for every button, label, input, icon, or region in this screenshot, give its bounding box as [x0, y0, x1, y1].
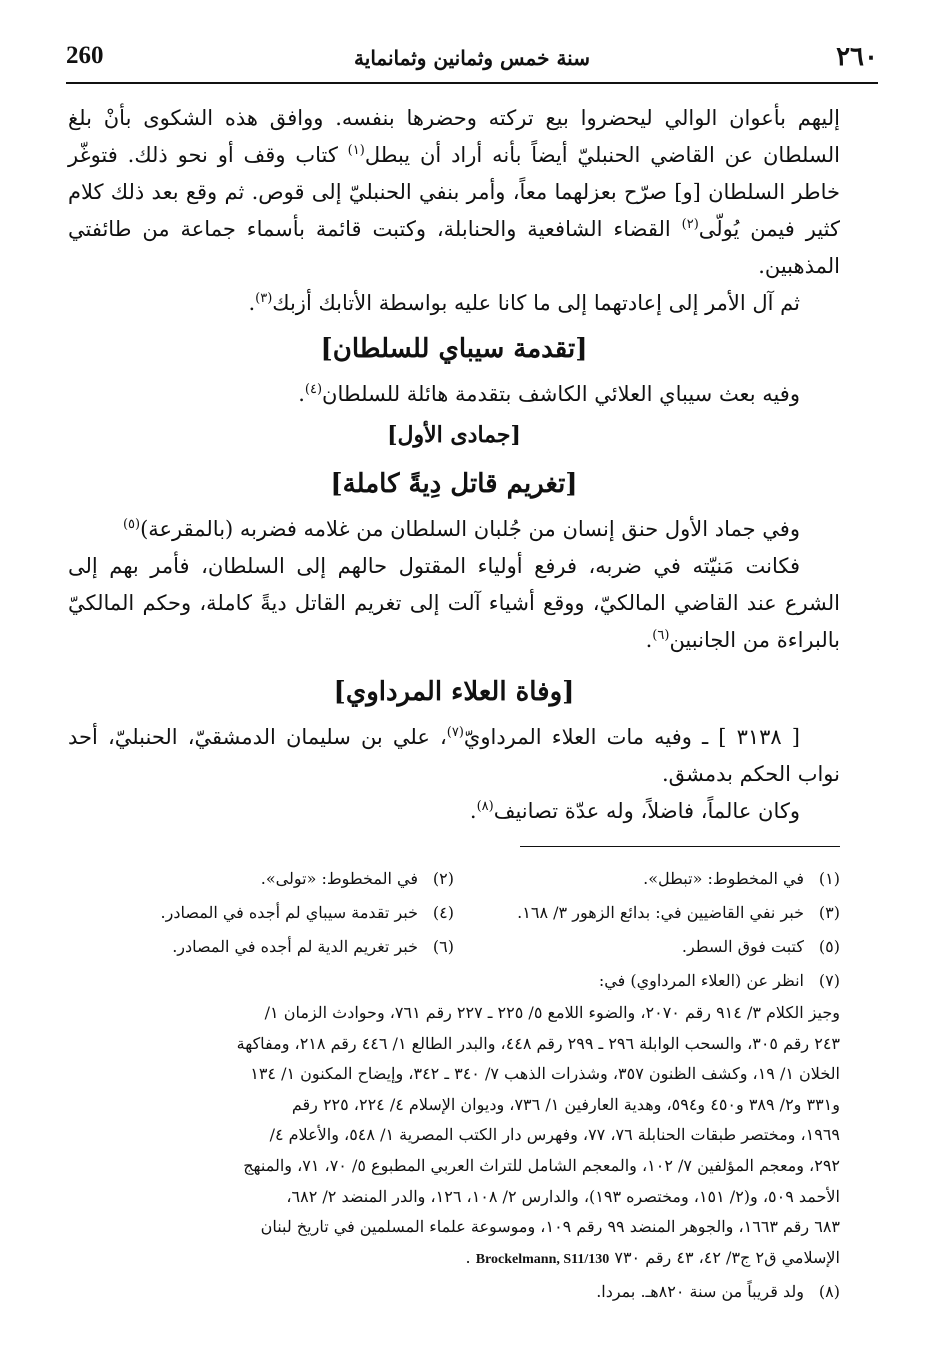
p1-text-c: القضاء الشافعية والحنابلة، وكتبت قائمة بأسماء جماعة من طائفتي المذهبين. — [68, 217, 840, 278]
source-line-last-arabic: الإسلامي ق٢ ج٣/ ٤٢، ٤٣ رقم ٧٣٠ — [614, 1247, 840, 1267]
footnote-number: (٧) — [818, 971, 840, 990]
paragraph-6 — [68, 719, 840, 793]
footnote-ref-4: (٤) — [304, 382, 323, 397]
footnote-6 — [68, 930, 454, 964]
running-title: سنة خمس وثمانين وثمانماية — [354, 46, 590, 70]
p5-end: . — [645, 628, 653, 652]
p6-text-b: ، علي بن سليمان الدمشقيّ، الحنبليّ، أحد نواب الحكم بدمشق. — [68, 725, 840, 786]
source-line: وجيز الكلام ٣/ ٩١٤ رقم ٢٠٧٠، والضوء اللامع ٥/ ٢٢٥ ـ ٢٢٧ رقم ٧٦١، وحوادث الزمان ١/ — [264, 1003, 840, 1022]
footnote-text: خبر تقدمة سيباي لم أجده في المصادر. — [160, 903, 418, 922]
footnote-ref-1: (١) — [347, 143, 365, 158]
footnotes — [68, 862, 840, 1309]
heading-jumada: [جمادى الأول] — [387, 422, 521, 448]
paragraph-3 — [68, 376, 840, 413]
p6-text-a: [ ٣١٣٨ ] ـ وفيه مات العلاء المرداويّ — [463, 725, 801, 749]
footnote-7-sources — [68, 998, 840, 1275]
footnote-number: (٢) — [432, 869, 454, 888]
footnote-number: (٨) — [818, 1282, 840, 1302]
footnote-number: (٣) — [818, 903, 840, 922]
paragraph-2 — [68, 285, 840, 322]
footnote-5 — [454, 930, 840, 964]
footnote-number: (٥) — [818, 937, 840, 956]
footnote-ref-8: (٨) — [476, 799, 494, 814]
p2-text: ثم آل الأمر إلى إعادتهما إلى ما كانا عليه بواسطة الأتابك أزبك — [272, 291, 800, 315]
p1-text-b: كتاب وقف أو نحو ذلك. فتوغّر خاطر السلطان [و] صرّح بعزلهما معاً، وأمر بنفي الحنبليّ إلى قوص. ثم وقع بعد ذلك كلام كثير فيمن يُولّى — [68, 143, 841, 241]
footnote-number: (٤) — [432, 903, 454, 922]
footnote-number: (١) — [818, 869, 840, 888]
heading-taqdima: [تقدمة سيباي للسلطان] — [320, 334, 588, 364]
footnote-text: في المخطوط: «تبطل». — [643, 869, 804, 888]
p7-end: . — [469, 799, 477, 823]
footnote-4 — [68, 896, 454, 930]
footnote-number: (٦) — [432, 937, 454, 956]
footnote-text: ولد قريباً من سنة ٨٢٠هـ. بمردا. — [596, 1282, 804, 1302]
p2-end: . — [248, 291, 256, 315]
footnote-text: في المخطوط: «تولى». — [260, 869, 418, 888]
footnote-ref-2: (٢) — [681, 217, 699, 232]
footnote-text: خبر نفي القاضيين في: بدائع الزهور ٣/ ١٦٨. — [517, 903, 804, 922]
main-text — [68, 100, 840, 830]
paragraph-5 — [68, 548, 840, 659]
footnote-ref-3: (٣) — [255, 291, 273, 306]
footnote-2 — [68, 862, 454, 896]
source-line: الخلان ١/ ١٩، وكشف الظنون ٣٥٧، وشذرات الذهب ٧/ ٣٤٠ ـ ٣٤٢، وإيضاح المكنون ١/ ١٣٤ — [250, 1064, 840, 1084]
paragraph-4 — [68, 511, 840, 548]
source-line-last — [68, 1243, 840, 1276]
header-rule — [66, 82, 878, 84]
footnote-ref-5: (٥) — [122, 517, 141, 532]
source-line: ٦٨٣ رقم ١٦٦٣، والجوهر المنضد ٩٩ رقم ١٠٩، وموسوعة علماء المسلمين في تاريخ لبنان — [260, 1217, 840, 1237]
source-line: ٢٩٢، ومعجم المؤلفين ٧/ ١٠٢، والمعجم الشامل للتراث العربي المطبوع ٥/ ٧٠، ٧١، والمنهج — [243, 1155, 840, 1175]
footnote-text: كتبت فوق السطر. — [681, 937, 804, 956]
footnote-separator — [520, 846, 840, 847]
p3-text: وفيه بعث سيباي العلائي الكاشف بتقدمة هائلة للسلطان — [322, 382, 800, 406]
footnote-ref-7: (٧) — [446, 725, 464, 740]
source-line: ١٩٦٩، ومختصر طبقات الحنابلة ٧٦، ٧٧، وفهرس دار الكتب المصرية ١/ ٥٤٨، والأعلام ٤/ — [269, 1125, 840, 1145]
p7-text: وكان عالماً، فاضلاً، وله عدّة تصانيف — [493, 799, 800, 823]
paragraph-7 — [68, 793, 840, 830]
footnote-row — [68, 896, 840, 930]
footnote-row — [68, 862, 840, 896]
footnote-8 — [68, 1275, 840, 1309]
footnote-1 — [454, 862, 840, 896]
source-line: ٢٤٣ رقم ٣٠٥، والسحب الوابلة ٢٩٦ ـ ٢٩٩ رقم ٤٤٨، والبدر الطالع ١/ ٤٤٦ رقم ٢١٨، ومفاكهة — [236, 1033, 840, 1053]
source-line-end: . — [465, 1247, 471, 1267]
footnote-text: خبر تغريم الدية لم أجده في المصادر. — [172, 937, 418, 956]
p5-text: فكانت مَنيّته في ضربه، فرفع أولياء المقتول حالهم إلى السلطان، فأمر بهم إلى الشرع عند القاضي المالكيّ، ووقع أشياء آلت إلى تغريم القاتل ديةً كاملة، وحكم المالكيّ بالبراءة من الجانبين — [68, 554, 840, 652]
heading-wafat: [وفاة العلاء المرداوي] — [333, 677, 575, 707]
heading-taghrim: [تغريم قاتل دِيةً كاملة] — [330, 469, 578, 499]
brockelmann-ref: Brockelmann, S11/130 — [475, 1251, 610, 1267]
page-header — [66, 42, 878, 84]
page-number-arabic: ٢٦٠ — [836, 42, 878, 72]
footnote-3 — [454, 896, 840, 930]
source-line: و٣٣١ و٢/ ٣٨٩ و٤٥٠ و٥٩٤، وهدية العارفين ١/ ٧٣٦، وديوان الإسلام ٤/ ٢٢٤، ٢٢٥ رقم — [291, 1094, 840, 1114]
p4-text: وفي جماد الأول حنق إنسان من جُلبان السلطان من غلامه فضربه (بالمقرعة) — [140, 517, 800, 541]
footnote-text: انظر عن (العلاء المرداوي) في: — [598, 971, 804, 990]
page-number-latin: 260 — [66, 42, 104, 69]
footnote-7-head — [68, 964, 840, 998]
paragraph-1 — [68, 100, 840, 285]
footnote-ref-6: (٦) — [652, 628, 670, 643]
p3-end: . — [298, 382, 305, 406]
footnote-row — [68, 930, 840, 964]
source-line: الأحمد ٥٠٩، و(٢/ ١٥١، ومختصره ١٩٣)، والدارس ٢/ ١٠٨، ١٢٦، والدر المنضد ٢/ ٦٨٢، — [286, 1186, 840, 1206]
p1-text-a: إليهم بأعوان الوالي ليحضروا بيع تركته وحضرها بنفسه. ووافق هذه الشكوى بأنْ بلغ السلطان عن القاضي الحنبليّ أيضاً بأنه أراد أن يبطل — [68, 106, 840, 167]
